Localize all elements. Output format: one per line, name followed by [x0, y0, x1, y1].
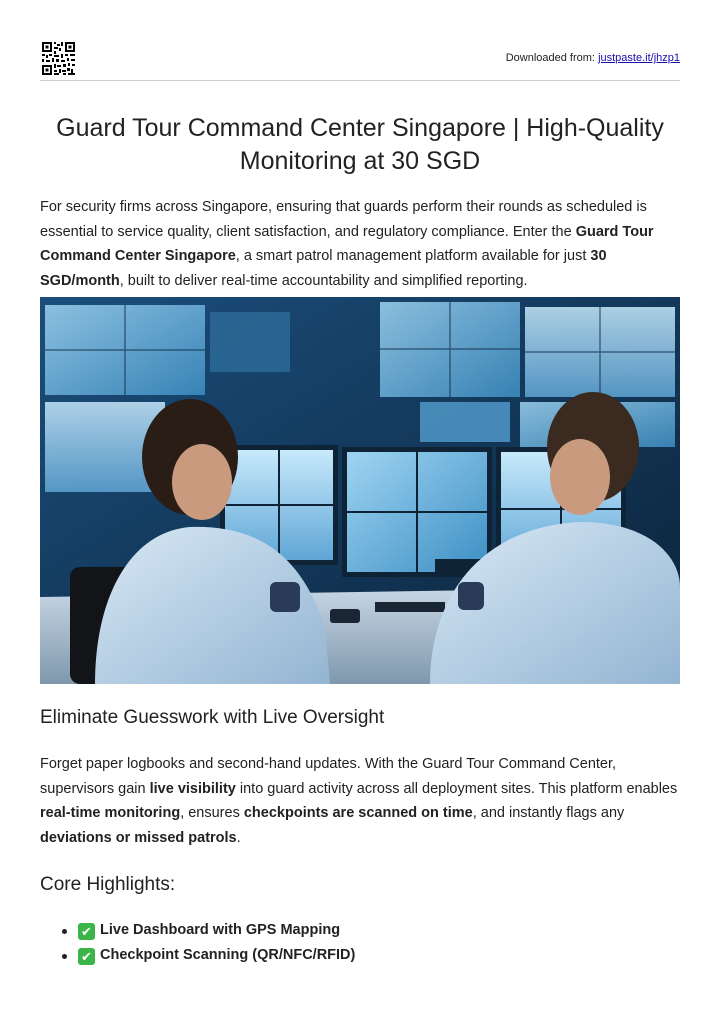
highlights-list: [40, 918, 680, 967]
emphasis-text: live visibility: [149, 780, 236, 797]
emphasis-text: checkpoints are scanned on time: [243, 805, 473, 821]
page-header: [40, 40, 680, 81]
qr-code-icon: [42, 42, 75, 75]
oversight-paragraph: [40, 752, 680, 850]
download-source: [506, 52, 680, 64]
text-run: , and instantly flags any: [472, 805, 625, 821]
list-item: [40, 943, 680, 968]
page-title: Guard Tour Command Center Singapore | High-Quality Monitoring at 30 SGD: [56, 114, 664, 175]
text-run: , built to deliver real-time accountability and simplified reporting.: [119, 272, 528, 289]
section-heading-highlights: Core Highlights:: [40, 874, 176, 895]
emphasis-text: Guard Tour Command Center Singapore: [40, 223, 654, 264]
security-control-room-photo: [40, 297, 680, 684]
list-item-label: Checkpoint Scanning (QR/NFC/RFID): [100, 946, 356, 963]
text-run: For security firms across Singapore, ensuring that guards perform their rounds as scheduled is essential to service quality, client satisfaction, and regulatory compliance. Enter the: [40, 199, 647, 240]
section-heading-oversight: Eliminate Guesswork with Live Oversight: [40, 707, 385, 728]
source-link[interactable]: justpaste.it/jhzp1: [598, 52, 680, 64]
check-mark-icon: ✔: [78, 948, 95, 965]
text-run: Forget paper logbooks and second-hand updates. With the Guard Tour Command Center, supervisors gain: [40, 756, 617, 797]
emphasis-text: deviations or missed patrols: [40, 829, 237, 846]
list-item-label: Live Dashboard with GPS Mapping: [100, 922, 341, 938]
text-run: into guard activity across all deployment sites. This platform enables: [235, 780, 678, 797]
downloaded-label: Downloaded from:: [505, 52, 595, 64]
list-item: [40, 918, 680, 943]
text-run: , ensures: [180, 805, 244, 821]
text-run: .: [236, 829, 241, 846]
emphasis-text: real-time monitoring: [40, 805, 181, 821]
check-mark-icon: ✔: [78, 923, 95, 940]
text-run: , a smart patrol management platform available for just: [235, 248, 591, 264]
intro-paragraph: [40, 195, 680, 293]
emphasis-text: 30 SGD/month: [40, 248, 607, 289]
